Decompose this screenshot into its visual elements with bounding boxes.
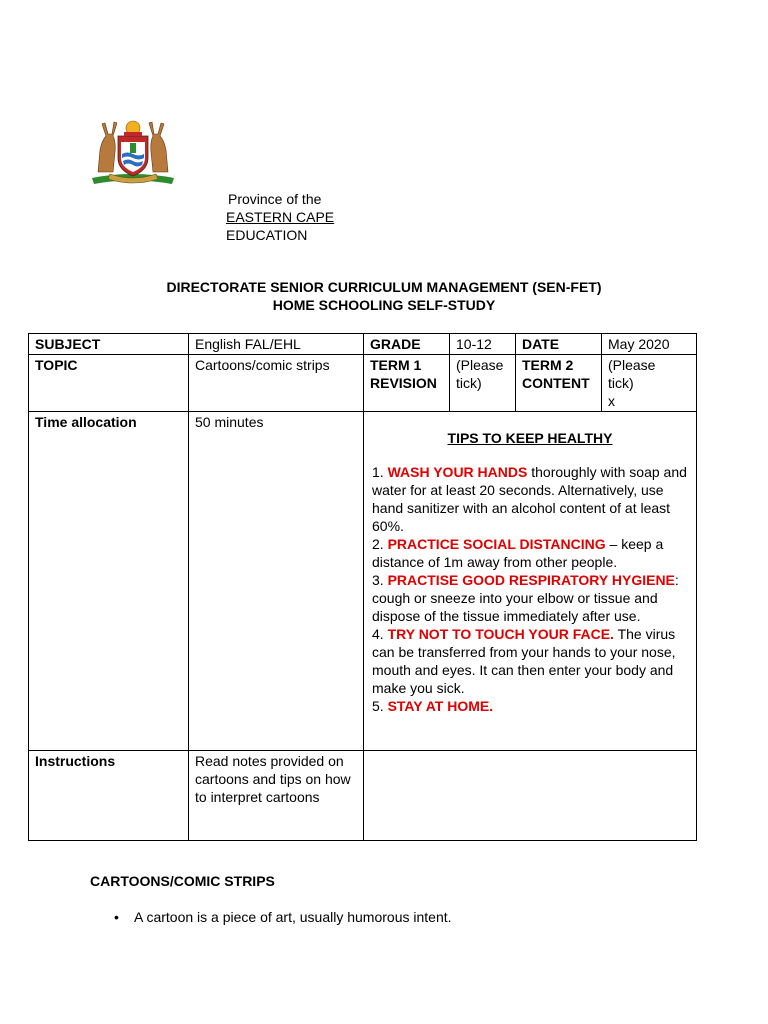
term2-tick-line2: tick) [608,375,634,391]
tip3-text: : cough or sneeze into your elbow or tissue and dispose of the tissue immediately after use. [372,572,679,624]
time-allocation-value: 50 minutes [189,412,364,751]
province-line1: Province of the [228,191,322,207]
tip3-number: 3. [372,572,388,588]
instructions-value: Read notes provided on cartoons and tips on how to interpret cartoons [189,751,364,841]
tip1-text: thoroughly with soap and water for at least 20 seconds. Alternatively, use hand sanitizer with an alcohol content of at least 60%. [372,464,687,534]
table-row [29,412,697,751]
bullet-icon: • [114,909,119,925]
term2-tick-cell[interactable] [602,355,697,412]
grade-label: GRADE [364,334,450,355]
date-value: May 2020 [602,334,697,355]
date-label: DATE [516,334,602,355]
term1-label-line1: TERM 1 [370,357,422,373]
tip1-number: 1. [372,464,388,480]
tip4-number: 4. [372,626,388,642]
tip2-highlight: PRACTICE SOCIAL DISTANCING [387,536,606,552]
tip1-highlight: WASH YOUR HANDS [387,464,528,480]
subject-label: SUBJECT [29,334,189,355]
topic-label: TOPIC [29,355,189,412]
tip5-highlight: STAY AT HOME. [387,698,494,714]
term2-label [516,355,602,412]
term1-tick-cell[interactable] [450,355,516,412]
term2-tick-line1: (Please [608,357,656,373]
province-line3: EDUCATION [226,227,308,243]
tip3-highlight: PRACTISE GOOD RESPIRATORY HYGIENE [387,572,675,588]
table-row [29,355,697,412]
section-title: CARTOONS/COMIC STRIPS [90,873,275,889]
instructions-empty-cell [364,751,697,841]
tips-list [370,463,690,715]
heading-home-schooling: HOME SCHOOLING SELF-STUDY [272,297,496,313]
heading-directorate: DIRECTORATE SENIOR CURRICULUM MANAGEMENT (SEN-FET) [166,279,602,295]
term2-tick-mark: x [608,393,615,409]
subject-value: English FAL/EHL [189,334,364,355]
table-row [29,751,697,841]
term2-label-line1: TERM 2 [522,357,574,373]
tip2-text: – keep a distance of 1m away from other people. [372,536,664,570]
grade-value: 10-12 [450,334,516,355]
tip2-number: 2. [372,536,388,552]
term1-tick-line1: (Please [456,357,504,373]
term1-label-line2: REVISION [370,375,437,391]
tips-title: TIPS TO KEEP HEALTHY [447,430,613,446]
province-block [226,190,334,244]
tip4-text: The virus can be transferred from your hands to your nose, mouth and eyes. It can then enter your body and make you sick. [372,626,676,696]
topic-value: Cartoons/comic strips [189,355,364,412]
tip4-highlight: TRY NOT TO TOUCH YOUR FACE. [387,626,614,642]
term1-tick-line2: tick) [456,375,482,391]
table-row [29,334,697,355]
list-item [114,909,452,925]
province-line2: EASTERN CAPE [226,209,335,225]
coat-of-arms-logo [88,112,178,188]
tips-cell [364,412,697,751]
tip5-number: 5. [372,698,388,714]
term2-label-line2: CONTENT [522,375,590,391]
time-allocation-label: Time allocation [29,412,189,751]
term1-label [364,355,450,412]
bullet-text: A cartoon is a piece of art, usually humorous intent. [134,909,452,925]
instructions-label: Instructions [29,751,189,841]
info-table [28,333,697,841]
